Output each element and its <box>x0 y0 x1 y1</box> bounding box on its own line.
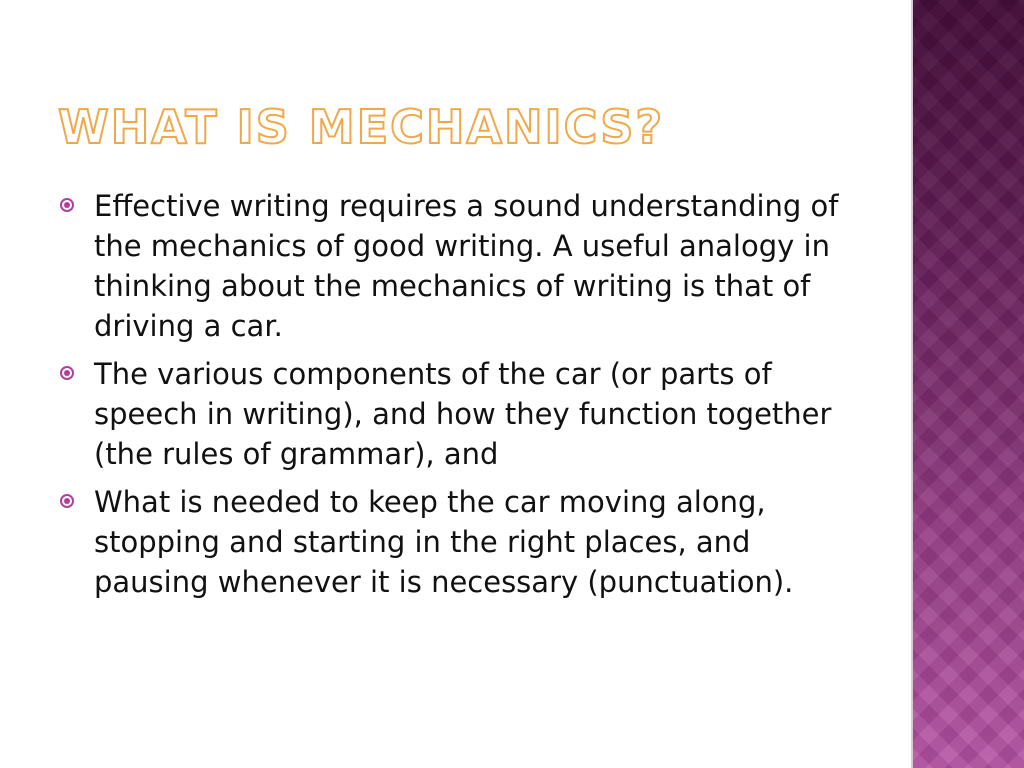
decorative-side-panel <box>913 0 1024 768</box>
slide-title: WHAT IS MECHANICS? <box>58 100 665 154</box>
circle-bullet-icon <box>60 366 74 380</box>
bullet-item <box>60 354 850 474</box>
bullet-text: The various components of the car (or parts of speech in writing), and how they function together (the rules of grammar), and <box>94 357 832 471</box>
circle-bullet-icon <box>60 198 74 212</box>
bullet-text: Effective writing requires a sound understanding of the mechanics of good writing. A useful analogy in thinking about the mechanics of writing is that of driving a car. <box>94 189 839 343</box>
bullet-item <box>60 186 850 346</box>
bullet-list <box>60 186 850 610</box>
bullet-item <box>60 482 850 602</box>
circle-bullet-icon <box>60 494 74 508</box>
bullet-text: What is needed to keep the car moving along, stopping and starting in the right places, and pausing whenever it is necessary (punctuation). <box>94 485 794 599</box>
